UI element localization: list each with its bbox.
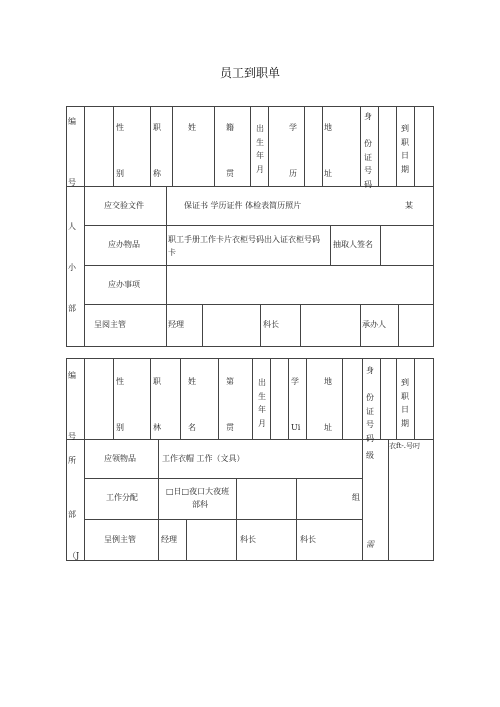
header-id: 编 号	[68, 371, 76, 441]
items-label: 应领物品	[104, 454, 136, 463]
header-name: 姓	[188, 123, 196, 132]
header-address: 地 址	[324, 377, 332, 432]
supervisor-label: 呈阅主管	[94, 320, 126, 329]
items-sign-label: 抽取人签名	[333, 240, 373, 249]
dept-side-label: 人 小 部	[68, 222, 76, 313]
header-idcard: 身 份 证 号 码	[366, 366, 374, 443]
docs-label: 应交验文件	[104, 201, 144, 210]
header-arrival-date: 到 职 日 期	[401, 124, 409, 174]
items-value-1: 职工手册工作卡片衣柜号码出入证衣柜号码	[168, 235, 320, 244]
docs-end: 某	[405, 201, 413, 210]
form-title: 员工到职单	[219, 66, 280, 80]
manager-label: 经理	[161, 535, 177, 544]
header-arrival-date: 到 职 日 期	[401, 378, 409, 428]
dept-side-label: 所 部 （J	[68, 456, 80, 561]
items-value-2: 卡	[168, 248, 176, 257]
level-label: 级	[366, 451, 374, 460]
manager-label: 羟理	[168, 320, 184, 329]
assign-label: 工作分配	[106, 493, 138, 502]
header-address: 地 址	[324, 123, 332, 178]
header-position: 职 称	[153, 123, 161, 178]
items-value: 工作衣帽 工作（文具）	[162, 454, 245, 463]
tasks-label: 应办事项	[108, 280, 140, 289]
section-chief-label-2: 科长	[300, 535, 316, 544]
header-education: 学 历	[289, 123, 297, 178]
header-birth: 出 生 年 月	[256, 124, 264, 174]
header-idcard: 身 份 证 号 码	[364, 112, 372, 189]
handwritten-sign: 需	[366, 540, 374, 549]
header-birth: 出 生 年 月	[258, 378, 266, 428]
header-id: 编 号	[68, 117, 76, 187]
items-label: 应办物品	[108, 240, 140, 249]
header-position: 职 林	[153, 377, 161, 432]
group-label: 组	[352, 493, 360, 502]
assign-shift-options: □日□夜口大夜班	[166, 487, 230, 496]
supervisor-label: 呈例主管	[104, 535, 136, 544]
header-name: 姓 名	[188, 377, 196, 432]
header-origin: 第 贯	[226, 377, 234, 432]
right-note: 衣ft-.号叼	[389, 442, 420, 450]
section-chief-label-1: 科长	[240, 535, 256, 544]
handler-label: 承办人	[362, 320, 386, 329]
section-chief-label: 科长	[263, 320, 279, 329]
assign-dept: 部科	[192, 500, 208, 509]
header-education: 学 Ui	[291, 377, 301, 432]
header-gender: 性 别	[116, 377, 124, 432]
header-gender: 性 别	[116, 123, 124, 178]
docs-value: 保证书 学历证件 体检表简历照片	[184, 201, 302, 210]
header-origin: 籍 贯	[226, 123, 234, 178]
